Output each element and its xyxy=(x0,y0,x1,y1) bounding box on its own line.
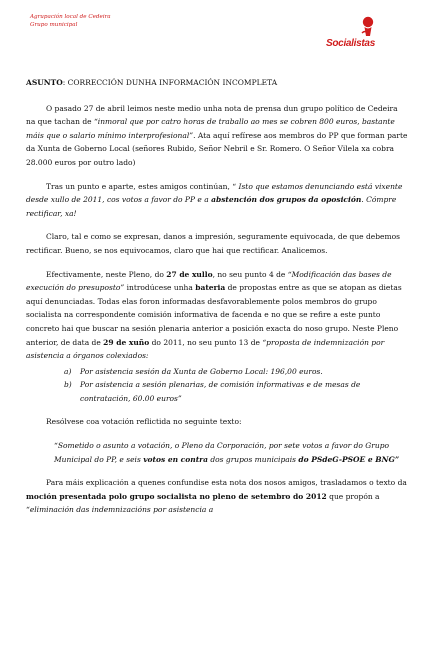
org-group: Grupo municipal xyxy=(30,21,78,28)
text-run: abstención dos grupos da oposición xyxy=(211,195,362,205)
letter-body xyxy=(26,76,408,517)
text-run: votos en contra xyxy=(143,454,208,464)
list-item-text: Por asistencia sesión da Xunta de Goberno Local: 196,00 euros. xyxy=(80,366,323,376)
text-run: “proposta de indemnización por asistencia a órganos colexiados: xyxy=(26,337,385,361)
text-run: . Cómpre rectificar, xa! xyxy=(26,195,397,218)
paragraph-2 xyxy=(26,180,408,221)
text-run: e no que se refire a este punto concreto hai que buscar na sesión plenaria anterior a posición exacta do noso grupo. Neste Pleno anterior, de data de xyxy=(26,310,399,347)
list-marker: a) xyxy=(64,366,72,376)
subject-text: : CORRECCIÓN DUNHA INFORMACIÓN INCOMPLETA xyxy=(62,78,278,87)
text-run: , no seu punto 4 de xyxy=(212,269,288,279)
text-run: 29 de xuño xyxy=(103,337,150,347)
text-run: bateria xyxy=(195,283,226,293)
socialistas-logo xyxy=(326,14,386,54)
rose-in-hand-icon xyxy=(356,14,380,38)
text-run: Para máis explicación a quenes confundise esta nota dos nosos amigos, trasladamos o texto da xyxy=(46,478,407,488)
text-run: de propostas entre as que se atopan as dietas aquí denunciadas. Todas elas foron informadas desfavorablemente polos membros do grupo socialista na correspondente comisión informativa de facenda xyxy=(26,283,402,320)
text-run: “eliminación das indemnizacións por asistencia a xyxy=(26,505,214,515)
org-header xyxy=(30,14,111,29)
text-run: do 2011, no seu punto 13 de xyxy=(149,337,263,347)
text-run: Tras un punto e aparte, estes amigos continúan, “ xyxy=(46,181,239,191)
text-run: que propón a xyxy=(326,491,380,501)
text-run: introdúcese unha xyxy=(124,283,196,293)
text-run: Isto que estamos denunciando está vixente desde xullo de 2011, cos votos a favor do PP e a xyxy=(26,181,403,205)
list-item xyxy=(26,378,408,405)
text-run: moción presentada polo grupo socialista no pleno de setembro do 2012 xyxy=(26,491,327,501)
paragraph-3: Claro, tal e como se expresan, danos a impresión, seguramente equivocada, de que debemos rectificar. Bueno, se nos equivocamos, claro que hai que rectificar. Analicemos. xyxy=(26,232,400,255)
text-run: “Modificación das bases de execución do presuposto” xyxy=(26,269,392,293)
list-item-text: Por asistencia a sesión plenarias, de comisión informativas e de mesas de contratación, 60.00 euros” xyxy=(80,380,361,403)
paragraph-6 xyxy=(26,476,408,517)
org-name: Agrupación local de Cedeira xyxy=(30,14,111,20)
list-marker: b) xyxy=(64,380,72,390)
quoted-resolution xyxy=(26,439,408,466)
text-run: “inmoral que por catro horas de traballo ao mes se cobren 800 euros, bastante máis que o salario mínimo interprofesional” xyxy=(26,117,395,140)
subject-line xyxy=(26,76,408,90)
text-run: Efectivamente, neste Pleno, do xyxy=(46,269,167,279)
paragraph-1 xyxy=(26,102,408,170)
text-run: . Ata aquí refírese aos membros do PP que forman parte da Xunta de Goberno Local (señores Rubido, Señor Nebril e Sr. Romero. O Señor Vilela xa cobra 28.000 euros por outro lado) xyxy=(26,130,408,167)
text-run: do PSdeG-PSOE e BNG” xyxy=(298,454,400,464)
allowance-list xyxy=(26,365,408,406)
text-run: O pasado 27 de abril leimos neste medio unha nota de prensa dun grupo político de Cedeira na que tachan de xyxy=(26,103,398,127)
paragraph-4 xyxy=(26,268,408,363)
logo-text: Socialistas xyxy=(326,38,375,49)
text-run: 27 de xullo xyxy=(166,269,213,279)
text-run: dos grupos municipais xyxy=(207,454,299,464)
paragraph-5: Resólvese coa votación reflictida no seguinte texto: xyxy=(46,417,242,427)
text-run: “Sometido o asunto a votación, o Pleno da Corporación, por sete votos a favor do Grupo Municipal do PP, e seis xyxy=(54,441,390,464)
list-item xyxy=(26,365,408,379)
subject-label: ASUNTO xyxy=(26,78,63,87)
